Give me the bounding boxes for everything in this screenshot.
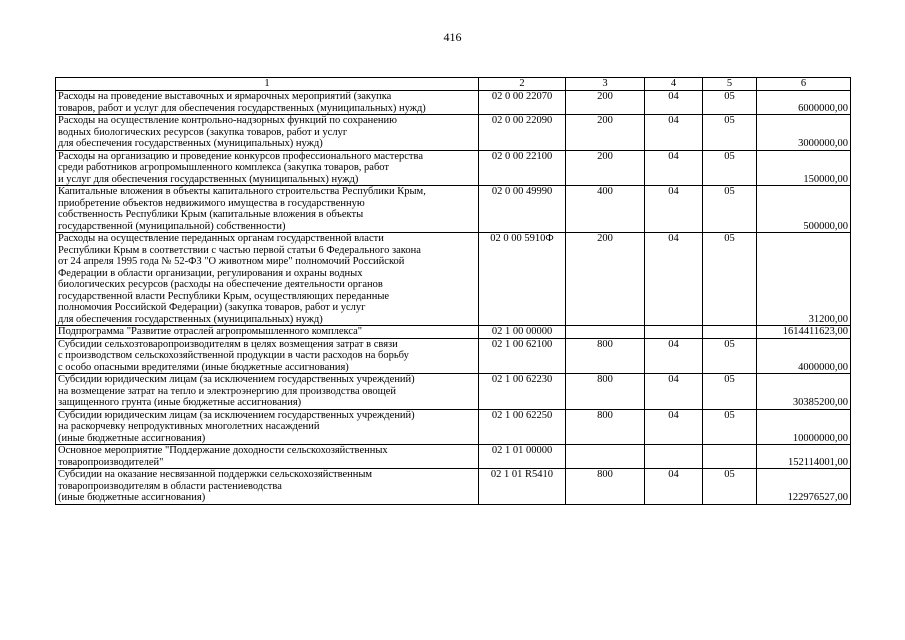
- cell-amount: 10000000,00: [757, 409, 851, 445]
- cell-name-line: с производством сельскохозяйственной продукции в части расходов на борьбу: [58, 350, 409, 361]
- cell-pr: 05: [703, 91, 757, 115]
- cell-name-line: Подпрограмма "Развитие отраслей агропромышленного комплекса": [58, 326, 363, 337]
- cell-name-line: (иные бюджетные ассигнования): [58, 492, 206, 503]
- cell-pr: [703, 445, 757, 469]
- cell-name: [56, 469, 479, 505]
- cell-code: 02 0 00 49990: [479, 186, 566, 233]
- cell-rz: 04: [645, 338, 703, 374]
- cell-name: [56, 115, 479, 151]
- cell-name-line: и услуг для обеспечения государственных (муниципальных) нужд): [58, 173, 359, 185]
- cell-code: 02 0 00 22070: [479, 91, 566, 115]
- table-body: [56, 78, 851, 505]
- column-header-code: 2: [479, 78, 566, 91]
- cell-name-line: на возмещение затрат на тепло и электроэнергию для производства овощей: [58, 385, 397, 397]
- table-row: [56, 445, 851, 469]
- cell-name-line: товаропроизводителей": [58, 456, 164, 468]
- cell-name-line: водных биологических ресурсов (закупка товаров, работ и услуг: [58, 126, 348, 138]
- table-row: [56, 186, 851, 233]
- page-number: 416: [443, 30, 462, 44]
- cell-name-line: Основное мероприятие "Поддержание доходности сельскохозяйственных: [58, 445, 388, 456]
- table-row: [56, 409, 851, 445]
- column-header-vr: 3: [566, 78, 645, 91]
- cell-amount: 122976527,00: [757, 469, 851, 505]
- cell-name: [56, 409, 479, 445]
- cell-code: 02 1 00 62230: [479, 374, 566, 410]
- cell-name-line: собственность Республики Крым (капитальные вложения в объекты: [58, 209, 364, 220]
- cell-name-line: Федерации в области организации, регулирования и охраны водных: [58, 267, 363, 279]
- cell-rz: [645, 445, 703, 469]
- column-header-amount: 6: [757, 78, 851, 91]
- cell-code: 02 0 00 5910Ф: [479, 233, 566, 326]
- cell-name: [56, 374, 479, 410]
- cell-amount: 150000,00: [757, 150, 851, 186]
- cell-vr: 400: [566, 186, 645, 233]
- cell-pr: 05: [703, 150, 757, 186]
- table-row: [56, 338, 851, 374]
- cell-pr: 05: [703, 374, 757, 410]
- cell-name-line: для обеспечения государственных (муниципальных) нужд): [58, 138, 323, 149]
- cell-name-line: государственной (муниципальной) собственности): [58, 220, 286, 232]
- cell-code: 02 0 00 22090: [479, 115, 566, 151]
- cell-name-line: товаров, работ и услуг для обеспечения государственных (муниципальных) нужд): [58, 102, 426, 114]
- cell-amount: 4000000,00: [757, 338, 851, 374]
- cell-name-line: Субсидии юридическим лицам (за исключением государственных учреждений): [58, 409, 415, 421]
- cell-name-line: среди работников агропромышленного комплекса (закупка товаров, работ: [58, 162, 389, 173]
- cell-vr: 200: [566, 150, 645, 186]
- cell-name-line: Расходы на проведение выставочных и ярмарочных мероприятий (закупка: [58, 91, 392, 102]
- cell-name-line: с особо опасными вредителями (иные бюджетные ассигнования): [58, 361, 349, 373]
- header-row: [56, 78, 851, 91]
- cell-name-line: Субсидии на оказание несвязанной поддержки сельскохозяйственным: [58, 469, 373, 480]
- cell-name-line: Капитальные вложения в объекты капитального строительства Республики Крым,: [58, 186, 426, 197]
- cell-amount: 31200,00: [757, 233, 851, 326]
- cell-name: [56, 150, 479, 186]
- cell-pr: [703, 326, 757, 339]
- cell-name-line: Субсидии сельхозтоваропроизводителям в целях возмещения затрат в связи: [58, 338, 398, 350]
- column-header-name: 1: [56, 78, 479, 91]
- cell-name-line: (иные бюджетные ассигнования): [58, 432, 206, 444]
- column-header-rz: 4: [645, 78, 703, 91]
- cell-vr: [566, 326, 645, 339]
- cell-vr: 200: [566, 115, 645, 151]
- budget-table: [55, 77, 851, 505]
- cell-name-line: товаропроизводителям в области растениеводства: [58, 480, 282, 492]
- cell-amount: 152114001,00: [757, 445, 851, 469]
- cell-pr: 05: [703, 115, 757, 151]
- cell-amount: 30385200,00: [757, 374, 851, 410]
- cell-vr: 800: [566, 338, 645, 374]
- table-row: [56, 91, 851, 115]
- cell-code: 02 1 00 62100: [479, 338, 566, 374]
- cell-name: [56, 233, 479, 326]
- cell-vr: [566, 445, 645, 469]
- cell-rz: 04: [645, 150, 703, 186]
- table-row: [56, 326, 851, 339]
- cell-rz: [645, 326, 703, 339]
- cell-name-line: от 24 апреля 1995 года № 52-ФЗ "О животном мире" полномочий Российской: [58, 256, 405, 267]
- cell-amount: 500000,00: [757, 186, 851, 233]
- cell-name-line: Расходы на осуществление контрольно-надзорных функций по сохранению: [58, 115, 397, 126]
- cell-amount: 3000000,00: [757, 115, 851, 151]
- cell-name-line: защищенного грунта (иные бюджетные ассигнования): [58, 397, 302, 408]
- table-row: [56, 233, 851, 326]
- cell-name-line: полномочия Российской Федерации) (закупка товаров, работ и услуг: [58, 302, 366, 313]
- cell-code: 02 1 01 00000: [479, 445, 566, 469]
- cell-rz: 04: [645, 186, 703, 233]
- cell-pr: 05: [703, 338, 757, 374]
- cell-pr: 05: [703, 186, 757, 233]
- cell-amount: 1614411623,00: [757, 326, 851, 339]
- cell-name-line: для обеспечения государственных (муниципальных) нужд): [58, 313, 323, 325]
- cell-amount: 6000000,00: [757, 91, 851, 115]
- cell-pr: 05: [703, 233, 757, 326]
- cell-name: [56, 326, 479, 339]
- cell-name-line: Расходы на осуществление переданных органам государственной власти: [58, 233, 384, 244]
- cell-rz: 04: [645, 115, 703, 151]
- cell-name-line: Республики Крым в соответствии с частью первой статьи 6 Федерального закона: [58, 244, 421, 256]
- cell-vr: 800: [566, 469, 645, 505]
- cell-code: 02 1 01 R5410: [479, 469, 566, 505]
- table-row: [56, 469, 851, 505]
- cell-code: 02 1 00 62250: [479, 409, 566, 445]
- cell-name: [56, 186, 479, 233]
- cell-pr: 05: [703, 409, 757, 445]
- cell-name: [56, 445, 479, 469]
- table-row: [56, 115, 851, 151]
- cell-vr: 800: [566, 409, 645, 445]
- cell-code: 02 0 00 22100: [479, 150, 566, 186]
- cell-name: [56, 91, 479, 115]
- table-row: [56, 150, 851, 186]
- column-header-pr: 5: [703, 78, 757, 91]
- cell-name-line: государственной власти Республики Крым, осуществляющих переданные: [58, 290, 390, 302]
- cell-name-line: биологических ресурсов (расходы на обеспечение деятельности органов: [58, 279, 383, 290]
- cell-name: [56, 338, 479, 374]
- cell-vr: 200: [566, 91, 645, 115]
- cell-rz: 04: [645, 469, 703, 505]
- cell-name-line: на раскорчевку непродуктивных многолетних насаждений: [58, 421, 320, 432]
- cell-name-line: Расходы на организацию и проведение конкурсов профессионального мастерства: [58, 150, 424, 162]
- table-row: [56, 374, 851, 410]
- cell-vr: 200: [566, 233, 645, 326]
- cell-name-line: Субсидии юридическим лицам (за исключением государственных учреждений): [58, 374, 415, 385]
- cell-code: 02 1 00 00000: [479, 326, 566, 339]
- cell-rz: 04: [645, 91, 703, 115]
- cell-pr: 05: [703, 469, 757, 505]
- cell-vr: 800: [566, 374, 645, 410]
- cell-name-line: приобретение объектов недвижимого имущества в государственную: [58, 197, 365, 209]
- cell-rz: 04: [645, 374, 703, 410]
- cell-rz: 04: [645, 409, 703, 445]
- cell-rz: 04: [645, 233, 703, 326]
